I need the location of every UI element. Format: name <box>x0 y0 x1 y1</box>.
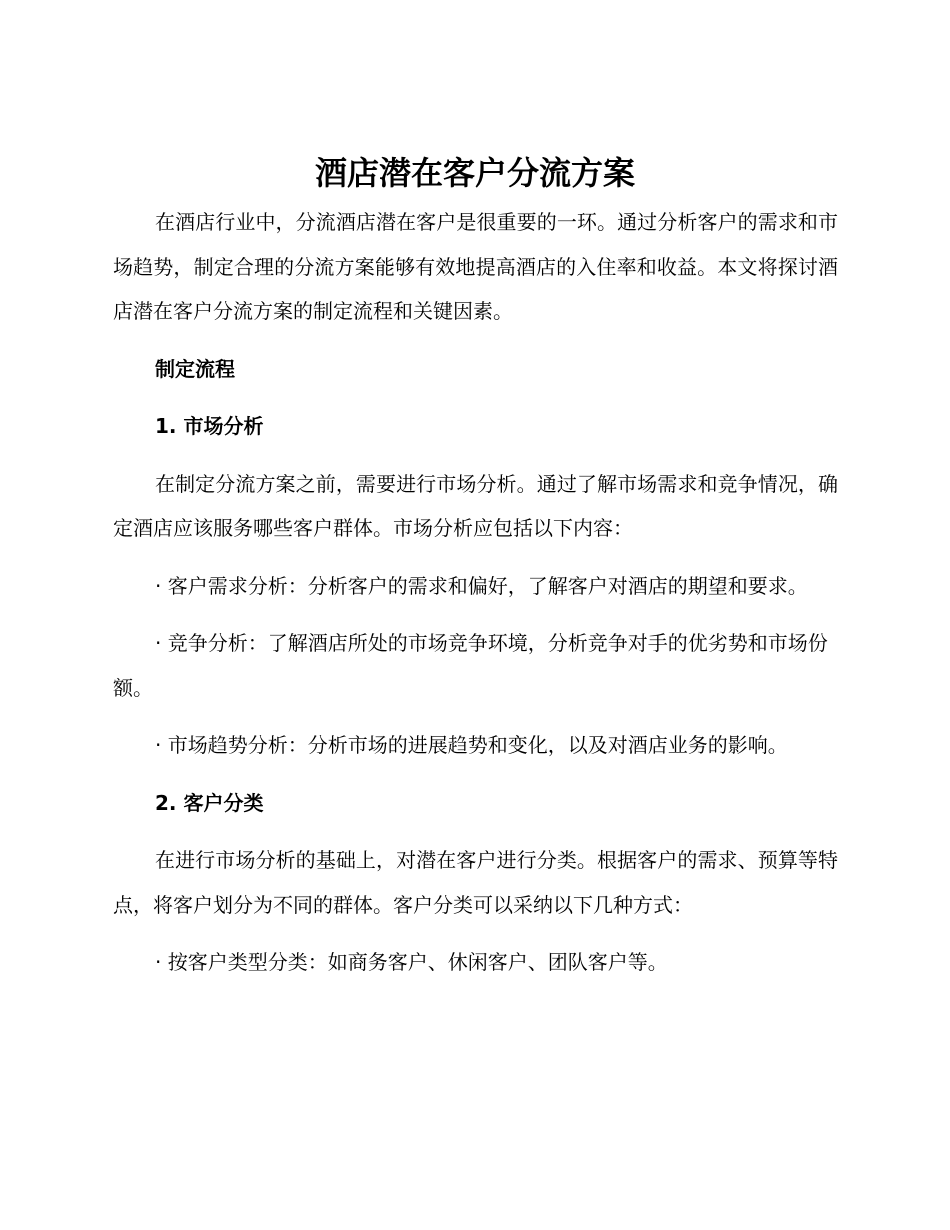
step1-bullet-market-trend: · 市场趋势分析：分析市场的进展趋势和变化，以及对酒店业务的影响。 <box>155 733 788 757</box>
section-heading: 制定流程 <box>155 356 235 381</box>
step1-heading: 1. 市场分析 <box>155 414 264 438</box>
step1-paragraph: 在制定分流方案之前，需要进行市场分析。通过了解市场需求和竞争情况，确定酒店应该服务哪些客户群体。市场分析应包括以下内容： <box>113 471 838 540</box>
step2-paragraph: 在进行市场分析的基础上，对潜在客户进行分类。根据客户的需求、预算等特点，将客户划分为不同的群体。客户分类可以采纳以下几种方式： <box>113 848 838 917</box>
step1-bullet-competition: · 竞争分析：了解酒店所处的市场竞争环境，分析竞争对手的优劣势和市场份额。 <box>113 631 828 700</box>
step2-bullet-customer-type: · 按客户类型分类：如商务客户、休闲客户、团队客户等。 <box>155 950 668 974</box>
intro-paragraph: 在酒店行业中，分流酒店潜在客户是很重要的一环。通过分析客户的需求和市场趋势，制定合理的分流方案能够有效地提高酒店的入住率和收益。本文将探讨酒店潜在客户分流方案的制定流程和关键因素。 <box>113 210 838 323</box>
document-body <box>113 200 838 998</box>
step1-bullet-customer-needs: · 客户需求分析：分析客户的需求和偏好，了解客户对酒店的期望和要求。 <box>155 573 808 598</box>
step2-heading: 2. 客户分类 <box>155 790 264 815</box>
document-title: 酒店潜在客户分流方案 <box>314 154 635 192</box>
